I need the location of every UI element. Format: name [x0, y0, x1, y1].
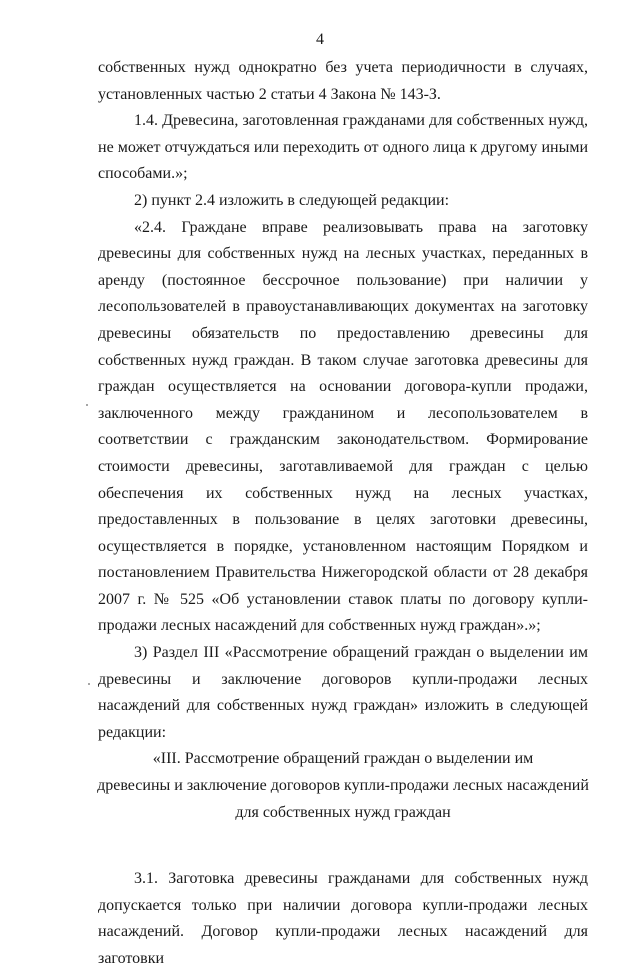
paragraph-continuation: собственных нужд однократно без учета периодичности в случаях, установленных частью 2 статьи 4 Закона № 143-З.	[98, 59, 588, 103]
section-heading-line-2: древесины и заключение договоров купли-продажи лесных насаждений	[97, 777, 589, 795]
paragraph-3-1: 3.1. Заготовка древесины гражданами для собственных нужд допускается только при наличии договора купли-продажи лесных насаждений. Договор купли-продажи лесных насаждений для заготовки	[98, 870, 588, 967]
section-heading-line-1: «III. Рассмотрение обращений граждан о выделении им	[152, 750, 534, 768]
section-heading-line-3: для собственных нужд граждан	[235, 803, 451, 821]
document-body	[98, 55, 588, 973]
paragraph-1-4: 1.4. Древесина, заготовленная гражданами для собственных нужд, не может отчуждаться или переходить от одного лица к другому иными способами.»;	[98, 112, 588, 183]
scan-speck	[86, 404, 88, 406]
scan-speck	[88, 683, 90, 685]
page-number: 4	[316, 31, 324, 48]
paragraph-2-4: «2.4. Граждане вправе реализовывать права на заготовку древесины для собственных нужд на лесных участках, переданных в аренду (постоянное бессрочное пользование) при наличии у лесопользователей в правоустанавливающих документах на заготовку древесины обязательств по предоставлению древесины для собственных нужд граждан. В таком случае заготовка древесины для граждан осуществляется на основании договора-купли продажи, заключенного между гражданином и лесопользователем в соответствии с гражданским законодательством. Формирование стоимости древесины, заготавливаемой для граждан с целью обеспечения их собственных нужд на лесных участках, предоставленных в пользование в целях заготовки древесины, осуществляется в порядке, установленном настоящим Порядком и постановлением Правительства Нижегородской области от 28 декабря 2007 г. № 525 «Об установлении ставок платы по договору купли-продажи лесных насаждений для собственных нужд граждан».»;	[98, 218, 588, 635]
paragraph-item-2: 2) пункт 2.4 изложить в следующей редакции:	[134, 191, 450, 209]
paragraph-item-3: 3) Раздел III «Рассмотрение обращений граждан о выделении им древесины и заключение договоров купли-продажи лесных насаждений для собственных нужд граждан» изложить в следующей редакции:	[98, 644, 588, 741]
